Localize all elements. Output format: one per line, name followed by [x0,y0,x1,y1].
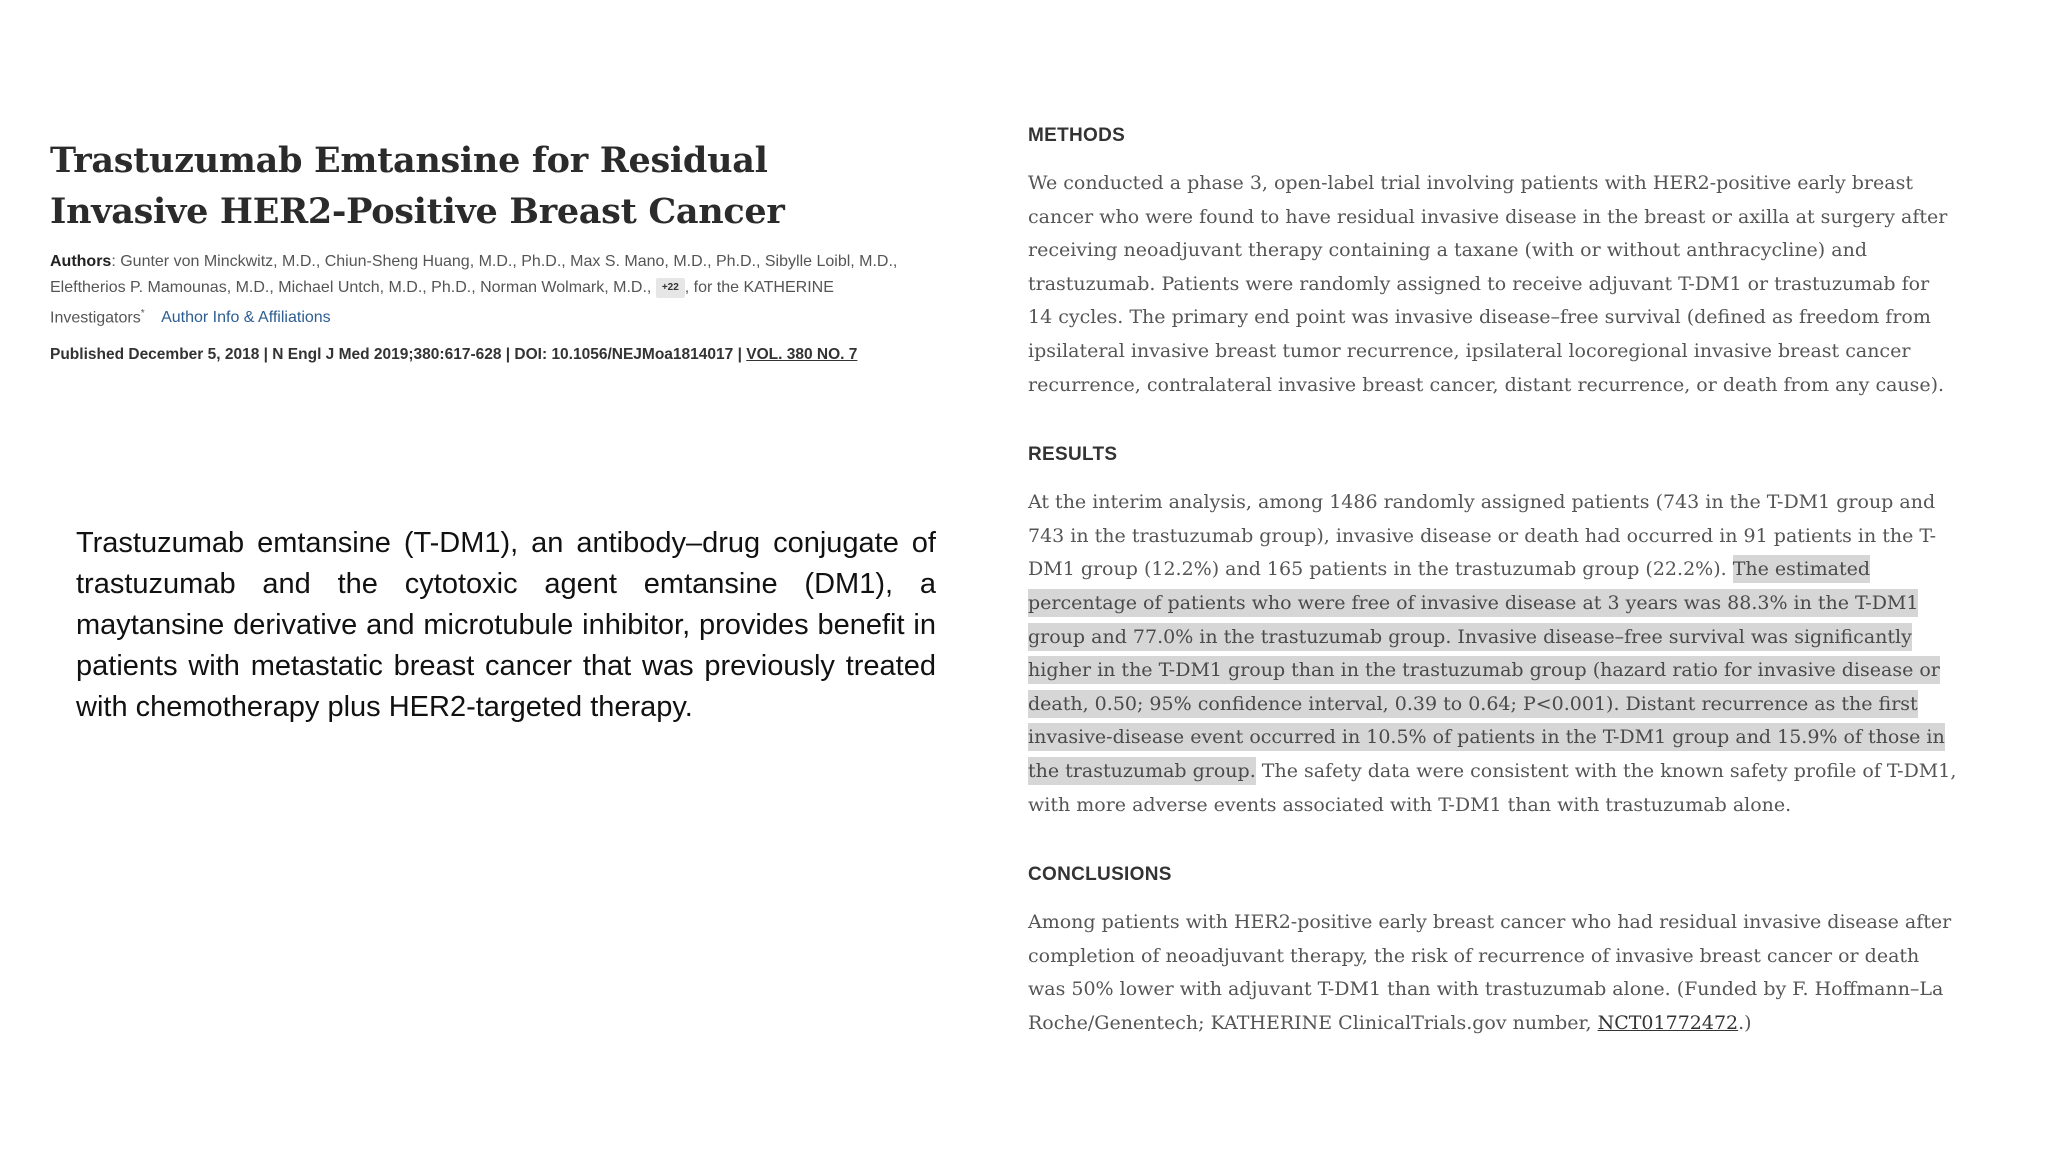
authors-line [50,249,930,331]
conclusions-text-before: Among patients with HER2-positive early breast cancer who had residual invasive disease after completion of neoadjuvant therapy, the risk of recurrence of invasive breast cancer or death was 50% lower with adjuvant T-DM1 than with trastuzumab alone. (Funded by F. Hoffmann–La Roche/Genentech; KATHERINE ClinicalTrials.gov number, [1028,911,1952,1034]
results-section [1028,444,1958,822]
more-authors-button[interactable]: +22 [656,278,685,298]
methods-body: We conducted a phase 3, open-label trial involving patients with HER2-positive early breast cancer who were found to have residual invasive disease in the breast or axilla at surgery after receiving neoadjuvant therapy containing a taxane (with or without anthracycline) and trastuzumab. Patients were randomly assigned to receive adjuvant T-DM1 or trastuzumab for 14 cycles. The primary end point was invasive disease–free survival (defined as freedom from ipsilateral invasive breast tumor recurrence, ipsilateral locoregional invasive breast cancer recurrence, contralateral invasive breast cancer, distant recurrence, or death from any cause). [1028,172,1948,396]
results-text-before: At the interim analysis, among 1486 randomly assigned patients (743 in the T-DM1 group and 743 in the trastuzumab group), invasive disease or death had occurred in 91 patients in the T-DM1 group (12.2%) and 165 patients in the trastuzumab group (22.2%). [1028,491,1937,581]
results-body [1028,486,1958,822]
publication-info [50,343,930,367]
footnote-mark: * [140,308,145,319]
methods-section [1028,125,1958,402]
article-title: Trastuzumab Emtansine for Residual Invasive HER2-Positive Breast Cancer [50,140,785,232]
authors-suffix: , for the KATHERINE Investigators [50,279,834,327]
article-header [50,135,930,367]
conclusions-body [1028,906,1958,1040]
conclusions-heading: CONCLUSIONS [1028,864,1172,886]
conclusions-section [1028,864,1958,1040]
abstract [1028,125,1958,1082]
volume-link[interactable]: VOL. 380 NO. 7 [746,346,858,364]
author-affiliations-link[interactable]: Author Info & Affiliations [161,309,331,327]
results-highlighted-text: The estimated percentage of patients who were free of invasive disease at 3 years was 88.3% in the T-DM1 group and 77.0% in the trastuzumab group. Invasive disease–free survival was significantly higher in the T-DM1 group than in the trastuzumab group (hazard ratio for invasive disease or death, 0.50; 95% confidence interval, 0.39 to 0.64; P<0.001). Distant recurrence as the first invasive-disease event occurred in 10.5% of patients in the T-DM1 group and 15.9% of those in the trastuzumab group. [1028,555,1945,785]
authors-label: Authors [50,253,112,270]
publication-details: Published December 5, 2018 | N Engl J Med 2019;380:617-628 | DOI: 10.1056/NEJMoa1814017 | [50,346,747,364]
summary-paragraph: Trastuzumab emtansine (T-DM1), an antibody–drug conjugate of trastuzumab and the cytotoxic agent emtansine (DM1), a maytansine derivative and microtubule inhibitor, provides benefit in patients with metastatic breast cancer that was previously treated with chemotherapy plus HER2-targeted therapy. [76,527,936,723]
authors-names: : Gunter von Minckwitz, M.D., Chiun-Sheng Huang, M.D., Ph.D., Max S. Mano, M.D., Ph.D., Sibylle Loibl, M.D., Eleftherios P. Mamounas, M.D., Michael Untch, M.D., Ph.D., Norman Wolmark, M.D., [50,253,898,296]
results-heading: RESULTS [1028,444,1118,466]
nct-link[interactable]: NCT01772472 [1597,1011,1739,1034]
conclusions-text-after: .) [1738,1011,1752,1034]
methods-heading: METHODS [1028,125,1126,146]
results-text-after: The safety data were consistent with the known safety profile of T-DM1, with more adverse events associated with T-DM1 than with trastuzumab alone. [1028,759,1957,816]
